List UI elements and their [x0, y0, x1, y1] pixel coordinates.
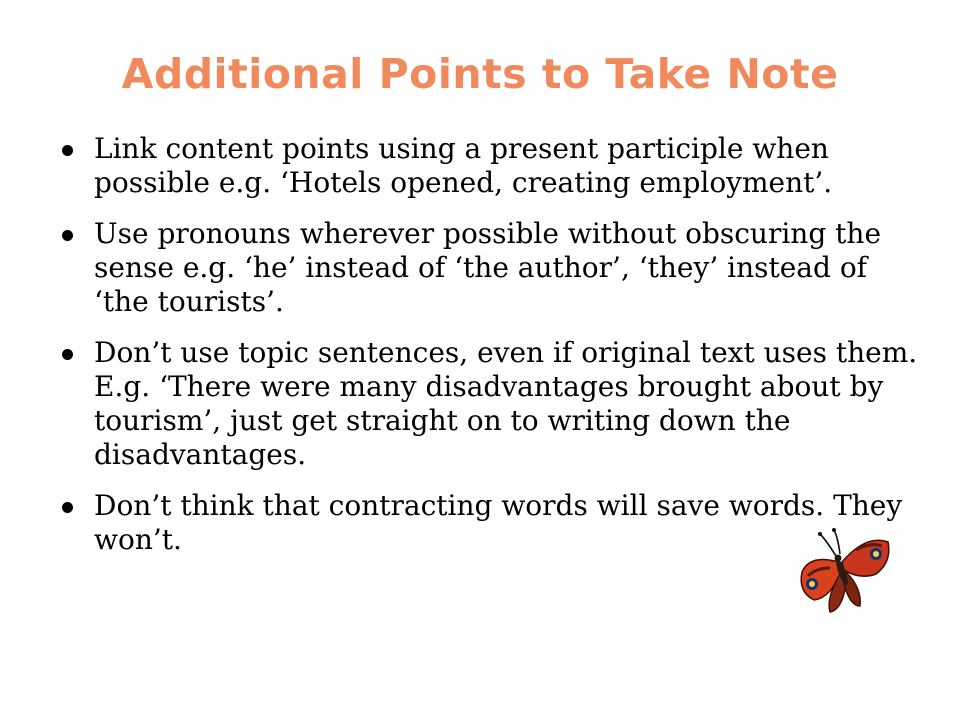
- butterfly-icon: [796, 528, 892, 614]
- bullet-item: [58, 217, 918, 319]
- bullet-text: Don’t use topic sentences, even if original text uses them. E.g. ‘There were many disadvantages brought about by tourism’, just get straight on to writing down the disadvantages.: [94, 336, 918, 471]
- bullet-text: Link content points using a present participle when possible e.g. ‘Hotels opened, creating employment’.: [94, 132, 833, 199]
- bullet-dot-icon: [62, 349, 73, 360]
- bullet-item: [58, 132, 918, 200]
- bullet-item: [58, 489, 918, 557]
- bullet-text: Use pronouns wherever possible without obscuring the sense e.g. ‘he’ instead of ‘the author’, ‘they’ instead of ‘the tourists’.: [94, 217, 882, 318]
- bullet-dot-icon: [62, 230, 73, 241]
- slide-title: Additional Points to Take Note: [121, 50, 839, 98]
- bullet-dot-icon: [62, 145, 73, 156]
- bullet-list: [58, 132, 918, 574]
- bullet-text: Don’t think that contracting words will save words. They won’t.: [94, 489, 903, 556]
- bullet-item: [58, 336, 918, 472]
- bullet-dot-icon: [62, 502, 73, 513]
